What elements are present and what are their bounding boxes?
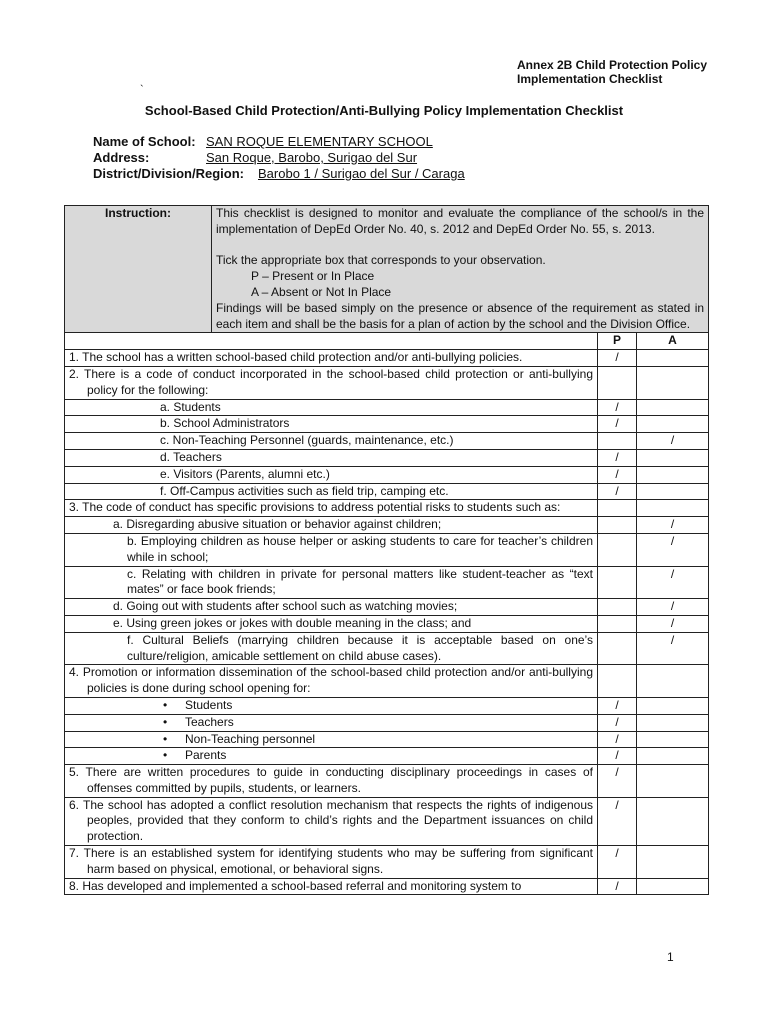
item-label: a. Disregarding abusive situation or behavior against children; (113, 517, 442, 532)
item-text (65, 517, 598, 534)
item-label: 4. Promotion or information dissemination of the school-based child protection and/or anti-bullying policies is done during school opening for: (69, 665, 593, 696)
annex-line-2: Implementation Checklist (517, 72, 663, 86)
checklist-row (65, 449, 709, 466)
checkbox-p[interactable] (598, 500, 637, 517)
checkbox-p[interactable]: / (598, 765, 637, 798)
item-text (65, 449, 598, 466)
checklist-items (65, 350, 709, 895)
bullet-icon: • (163, 748, 168, 763)
item-text (65, 466, 598, 483)
item-label: d. Teachers (160, 449, 222, 464)
item-label: c. Relating with children in private for personal matters like student-teacher as “text mates” or face book friends; (127, 566, 593, 597)
checkbox-p[interactable]: / (598, 483, 637, 500)
checklist-row (65, 466, 709, 483)
column-header-row (65, 333, 709, 350)
item-text (65, 714, 598, 731)
annex-label (517, 58, 707, 86)
checkbox-a[interactable]: / (637, 517, 709, 534)
item-text (65, 632, 598, 665)
checkbox-a[interactable] (637, 665, 709, 698)
checkbox-p[interactable]: / (598, 846, 637, 879)
item-text (65, 500, 598, 517)
checkbox-a[interactable] (637, 878, 709, 895)
checklist-row (65, 878, 709, 895)
checkbox-p[interactable] (598, 517, 637, 534)
header-blank (65, 333, 598, 350)
checkbox-p[interactable]: / (598, 350, 637, 367)
checkbox-a[interactable]: / (637, 433, 709, 450)
item-label: d. Going out with students after school such as watching movies; (113, 599, 458, 614)
item-text (65, 433, 598, 450)
region-row (93, 166, 465, 182)
checklist-row (65, 517, 709, 534)
item-label: 5. There are written procedures to guide in conducting disciplinary proceedings in cases of offenses committed by pupils, students, or learners. (69, 765, 593, 795)
item-label: Parents (185, 748, 227, 763)
checklist-row (65, 500, 709, 517)
instruction-para-1: This checklist is designed to monitor and evaluate the compliance of the school/s in the implementation of DepEd Order No. 40, s. 2012 and DepEd Order No. 55, s. 2013. (216, 206, 705, 236)
checkbox-a[interactable]: / (637, 599, 709, 616)
item-label: 3. The code of conduct has specific provisions to address potential risks to students such as: (69, 500, 561, 515)
item-text (65, 350, 598, 367)
checklist-row (65, 731, 709, 748)
checkbox-p[interactable] (598, 599, 637, 616)
item-label: 7. There is an established system for identifying students who may be suffering from significant harm based on physical, emotional, or behavioral signs. (69, 846, 593, 876)
bullet-icon: • (163, 731, 168, 746)
school-name-value: SAN ROQUE ELEMENTARY SCHOOL (206, 134, 433, 149)
checkbox-p[interactable] (598, 632, 637, 665)
item-label: 1. The school has a written school-based child protection and/or anti-bullying policies. (69, 350, 523, 365)
checklist-row (65, 433, 709, 450)
checkbox-a[interactable] (637, 416, 709, 433)
checkbox-p[interactable] (598, 566, 637, 599)
instruction-text (212, 206, 709, 333)
instruction-a-line: A – Absent or Not In Place (251, 284, 392, 299)
item-label: b. School Administrators (160, 416, 290, 431)
item-label: b. Employing children as house helper or asking students to care for teacher’s children while in school; (127, 533, 593, 564)
checkbox-p[interactable] (598, 615, 637, 632)
checklist-row (65, 483, 709, 500)
instruction-label: Instruction: (65, 206, 212, 333)
checklist-row (65, 632, 709, 665)
checklist-row (65, 714, 709, 731)
checkbox-p[interactable]: / (598, 466, 637, 483)
item-label: f. Cultural Beliefs (marrying children because it is acceptable based on one’s culture/religion, amicable settlement on child abuse cases). (127, 632, 593, 663)
item-label: Teachers (185, 714, 234, 729)
address-row (93, 150, 418, 166)
checkbox-a[interactable]: / (637, 615, 709, 632)
column-header-a: A (637, 333, 709, 350)
checklist-row (65, 366, 709, 399)
checkbox-p[interactable] (598, 665, 637, 698)
item-label: e. Visitors (Parents, alumni etc.) (160, 466, 330, 481)
checkbox-a[interactable] (637, 765, 709, 798)
item-label: 2. There is a code of conduct incorporated in the school-based child protection or anti-bullying policy for the following: (69, 366, 593, 397)
address-value: San Roque, Barobo, Surigao del Sur (206, 150, 418, 165)
item-text (65, 665, 598, 698)
item-text (65, 731, 598, 748)
checklist-row (65, 416, 709, 433)
column-header-p: P (598, 333, 637, 350)
checkbox-p[interactable] (598, 366, 637, 399)
item-text (65, 533, 598, 566)
checkbox-p[interactable]: / (598, 748, 637, 765)
item-text (65, 566, 598, 599)
checkbox-p[interactable]: / (598, 878, 637, 895)
checkbox-a[interactable]: / (637, 632, 709, 665)
item-label: f. Off-Campus activities such as field trip, camping etc. (160, 483, 449, 498)
checkbox-p[interactable]: / (598, 731, 637, 748)
instruction-p-line: P – Present or In Place (251, 269, 375, 284)
item-text (65, 483, 598, 500)
checklist-row (65, 350, 709, 367)
school-name-label: Name of School: (93, 134, 196, 149)
bullet-icon: • (163, 697, 168, 712)
checklist-row (65, 615, 709, 632)
checkbox-p[interactable] (598, 533, 637, 566)
item-text (65, 846, 598, 879)
checkbox-a[interactable] (637, 846, 709, 879)
document-title: School-Based Child Protection/Anti-Bullying Policy Implementation Checklist (144, 103, 624, 118)
checkbox-a[interactable] (637, 399, 709, 416)
checklist-row (65, 599, 709, 616)
checkbox-p[interactable]: / (598, 714, 637, 731)
item-text (65, 878, 598, 895)
item-label: c. Non-Teaching Personnel (guards, maintenance, etc.) (160, 433, 454, 448)
checkbox-a[interactable]: / (637, 533, 709, 566)
instruction-row (65, 206, 709, 333)
checkbox-a[interactable] (637, 366, 709, 399)
checkbox-a[interactable] (637, 748, 709, 765)
checkbox-a[interactable] (637, 714, 709, 731)
instruction-para-2: Tick the appropriate box that corresponds to your observation. (216, 253, 546, 268)
checklist-row (65, 797, 709, 845)
item-text (65, 615, 598, 632)
checkbox-a[interactable] (637, 500, 709, 517)
item-text (65, 748, 598, 765)
checkbox-p[interactable]: / (598, 449, 637, 466)
item-text (65, 399, 598, 416)
checkbox-a[interactable] (637, 697, 709, 714)
item-text (65, 697, 598, 714)
item-text (65, 797, 598, 845)
checklist-row (65, 846, 709, 879)
checkbox-p[interactable] (598, 433, 637, 450)
item-label: 8. Has developed and implemented a school-based referral and monitoring system to (69, 878, 522, 893)
item-text (65, 765, 598, 798)
item-text (65, 599, 598, 616)
checkbox-a[interactable] (637, 466, 709, 483)
item-label: e. Using green jokes or jokes with double meaning in the class; and (113, 615, 472, 630)
checklist-row (65, 697, 709, 714)
checkbox-a[interactable] (637, 350, 709, 367)
bullet-icon: • (163, 714, 168, 729)
instruction-para-3: Findings will be based simply on the presence or absence of the requirement as stated in each item and shall be the basis for a plan of action by the school and the Division Office. (216, 300, 705, 331)
checkbox-a[interactable] (637, 797, 709, 845)
item-label: Non-Teaching personnel (185, 731, 316, 746)
address-label: Address: (93, 150, 150, 165)
annex-line-1: Annex 2B Child Protection Policy (517, 58, 708, 72)
item-label: 6. The school has adopted a conflict resolution mechanism that respects the rights of indigenous peoples, provided that they conform to child’s rights and the Department issuances on child protection. (69, 797, 593, 844)
checkbox-a[interactable]: / (637, 566, 709, 599)
checklist-row (65, 665, 709, 698)
checklist-row (65, 566, 709, 599)
checkbox-p[interactable]: / (598, 697, 637, 714)
stray-mark: ` (140, 84, 144, 96)
region-label: District/Division/Region: (93, 166, 244, 181)
item-label: a. Students (160, 399, 221, 414)
item-label: Students (185, 697, 233, 712)
checkbox-a[interactable] (637, 449, 709, 466)
checklist-row (65, 399, 709, 416)
checkbox-a[interactable] (637, 483, 709, 500)
checklist-row (65, 765, 709, 798)
school-name-row (93, 134, 433, 150)
checkbox-p[interactable]: / (598, 416, 637, 433)
checkbox-p[interactable]: / (598, 797, 637, 845)
page-number: 1 (667, 950, 674, 964)
checklist-row (65, 533, 709, 566)
checklist-row (65, 748, 709, 765)
region-value: Barobo 1 / Surigao del Sur / Caraga (258, 166, 465, 181)
checkbox-a[interactable] (637, 731, 709, 748)
item-text (65, 366, 598, 399)
checklist-table (64, 205, 709, 895)
item-text (65, 416, 598, 433)
checkbox-p[interactable]: / (598, 399, 637, 416)
